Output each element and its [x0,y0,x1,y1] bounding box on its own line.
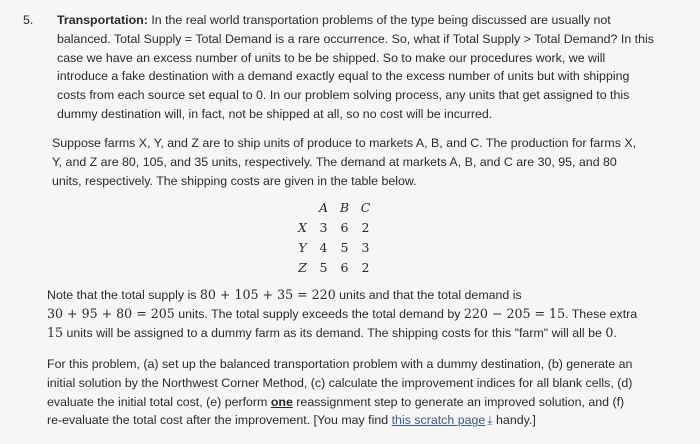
cost-cell: 6 [340,259,349,275]
intro-line-1: Transportation: In the real world transportation problems of the type being discussed are usually not [57,13,611,27]
demand-sum-expression: 30 + 95 + 80 = 205 [47,305,175,321]
download-arrow-icon[interactable]: ⤓ [487,413,493,428]
row-header-y: Y [298,239,307,255]
tasks-line-1: For this problem, (a) set up the balanced transportation problem with a dummy destination, (b) generate an [47,357,633,371]
shipping-cost-table [292,198,376,278]
tasks-line-3: evaluate the initial total cost, (e) perform one reassignment step to generate an improved solution, and (f) [47,394,625,409]
cost-table-corner [292,198,313,218]
setup-line-2: Y, and Z are 80, 105, and 35 units, respectively. The demand at markets A, B, and C are 30, 95, and 80 [52,154,617,169]
intro-line-3: case we have an excess number of units to be be shipped. So to make our procedures work, we will [57,50,606,65]
intro-paragraph [57,11,657,124]
supply-sum-expression: 80 + 105 + 35 = 220 [199,287,336,302]
intro-line-6: dummy destination will, in fact, not be shipped at all, so no cost will be incurred. [57,106,493,121]
cost-cell: 2 [361,219,370,235]
column-header-c: C [360,199,371,215]
setup-line-1: Suppose farms X, Y, and Z are to ship units of produce to markets A, B, and C. The production for farms X, [52,136,637,150]
intro-line-5: costs from each source set equal to 0. In our problem solving process, any units that get assigned to this [57,88,630,103]
problem-number: 5. [23,13,34,27]
setup-line-3: units, respectively. The shipping costs are given in the table below. [52,173,417,188]
row-header-z: Z [298,259,307,275]
cost-cell: 5 [319,259,328,275]
setup-paragraph [52,134,662,190]
column-header-a: A [318,199,329,215]
cost-cell: 3 [361,239,370,255]
intro-line-4: introduce a fake destination with a demand exactly equal to the excess number of units but with shipping [57,69,630,84]
excess-expression: 220 − 205 = 15 [463,305,566,321]
cost-cell: 6 [340,219,349,235]
cost-cell: 5 [340,239,349,255]
cost-row-x [292,218,376,238]
cost-cell: 3 [319,219,328,235]
note-line-3: 15 units will be assigned to a dummy farm as its demand. The shipping costs for this "farm" will all be 0. [47,324,617,340]
cost-cell: 2 [361,259,370,275]
tasks-line-4: re-evaluate the total cost after the improvement. [You may find this scratch page ⤓ handy.] [47,411,662,430]
scratch-page-link[interactable]: this scratch page [391,413,486,428]
cost-row-z [292,258,376,278]
row-header-x: X [298,219,307,235]
note-line-2: 30 + 95 + 80 = 205 units. The total supply exceeds the total demand by 220 − 205 = 15. These extra [47,305,638,321]
cost-row-y [292,238,376,258]
note-line-1: Note that the total supply is 80 + 105 + 35 = 220 units and that the total demand is [47,287,522,302]
column-header-b: B [339,199,350,215]
note-paragraph [47,286,662,342]
emphasis-one: one [270,394,293,409]
tasks-paragraph [47,355,662,430]
intro-line-2: balanced. Total Supply = Total Demand is a rare occurrence. So, what if Total Supply > Total Demand? In this [57,31,654,46]
intro-heading: Transportation: [57,13,148,27]
cost-cell: 4 [319,239,328,255]
tasks-line-2: initial solution by the Northwest Corner Method, (c) calculate the improvement indices for all blank cells, (d) [47,375,633,390]
cost-table-header [292,198,376,218]
